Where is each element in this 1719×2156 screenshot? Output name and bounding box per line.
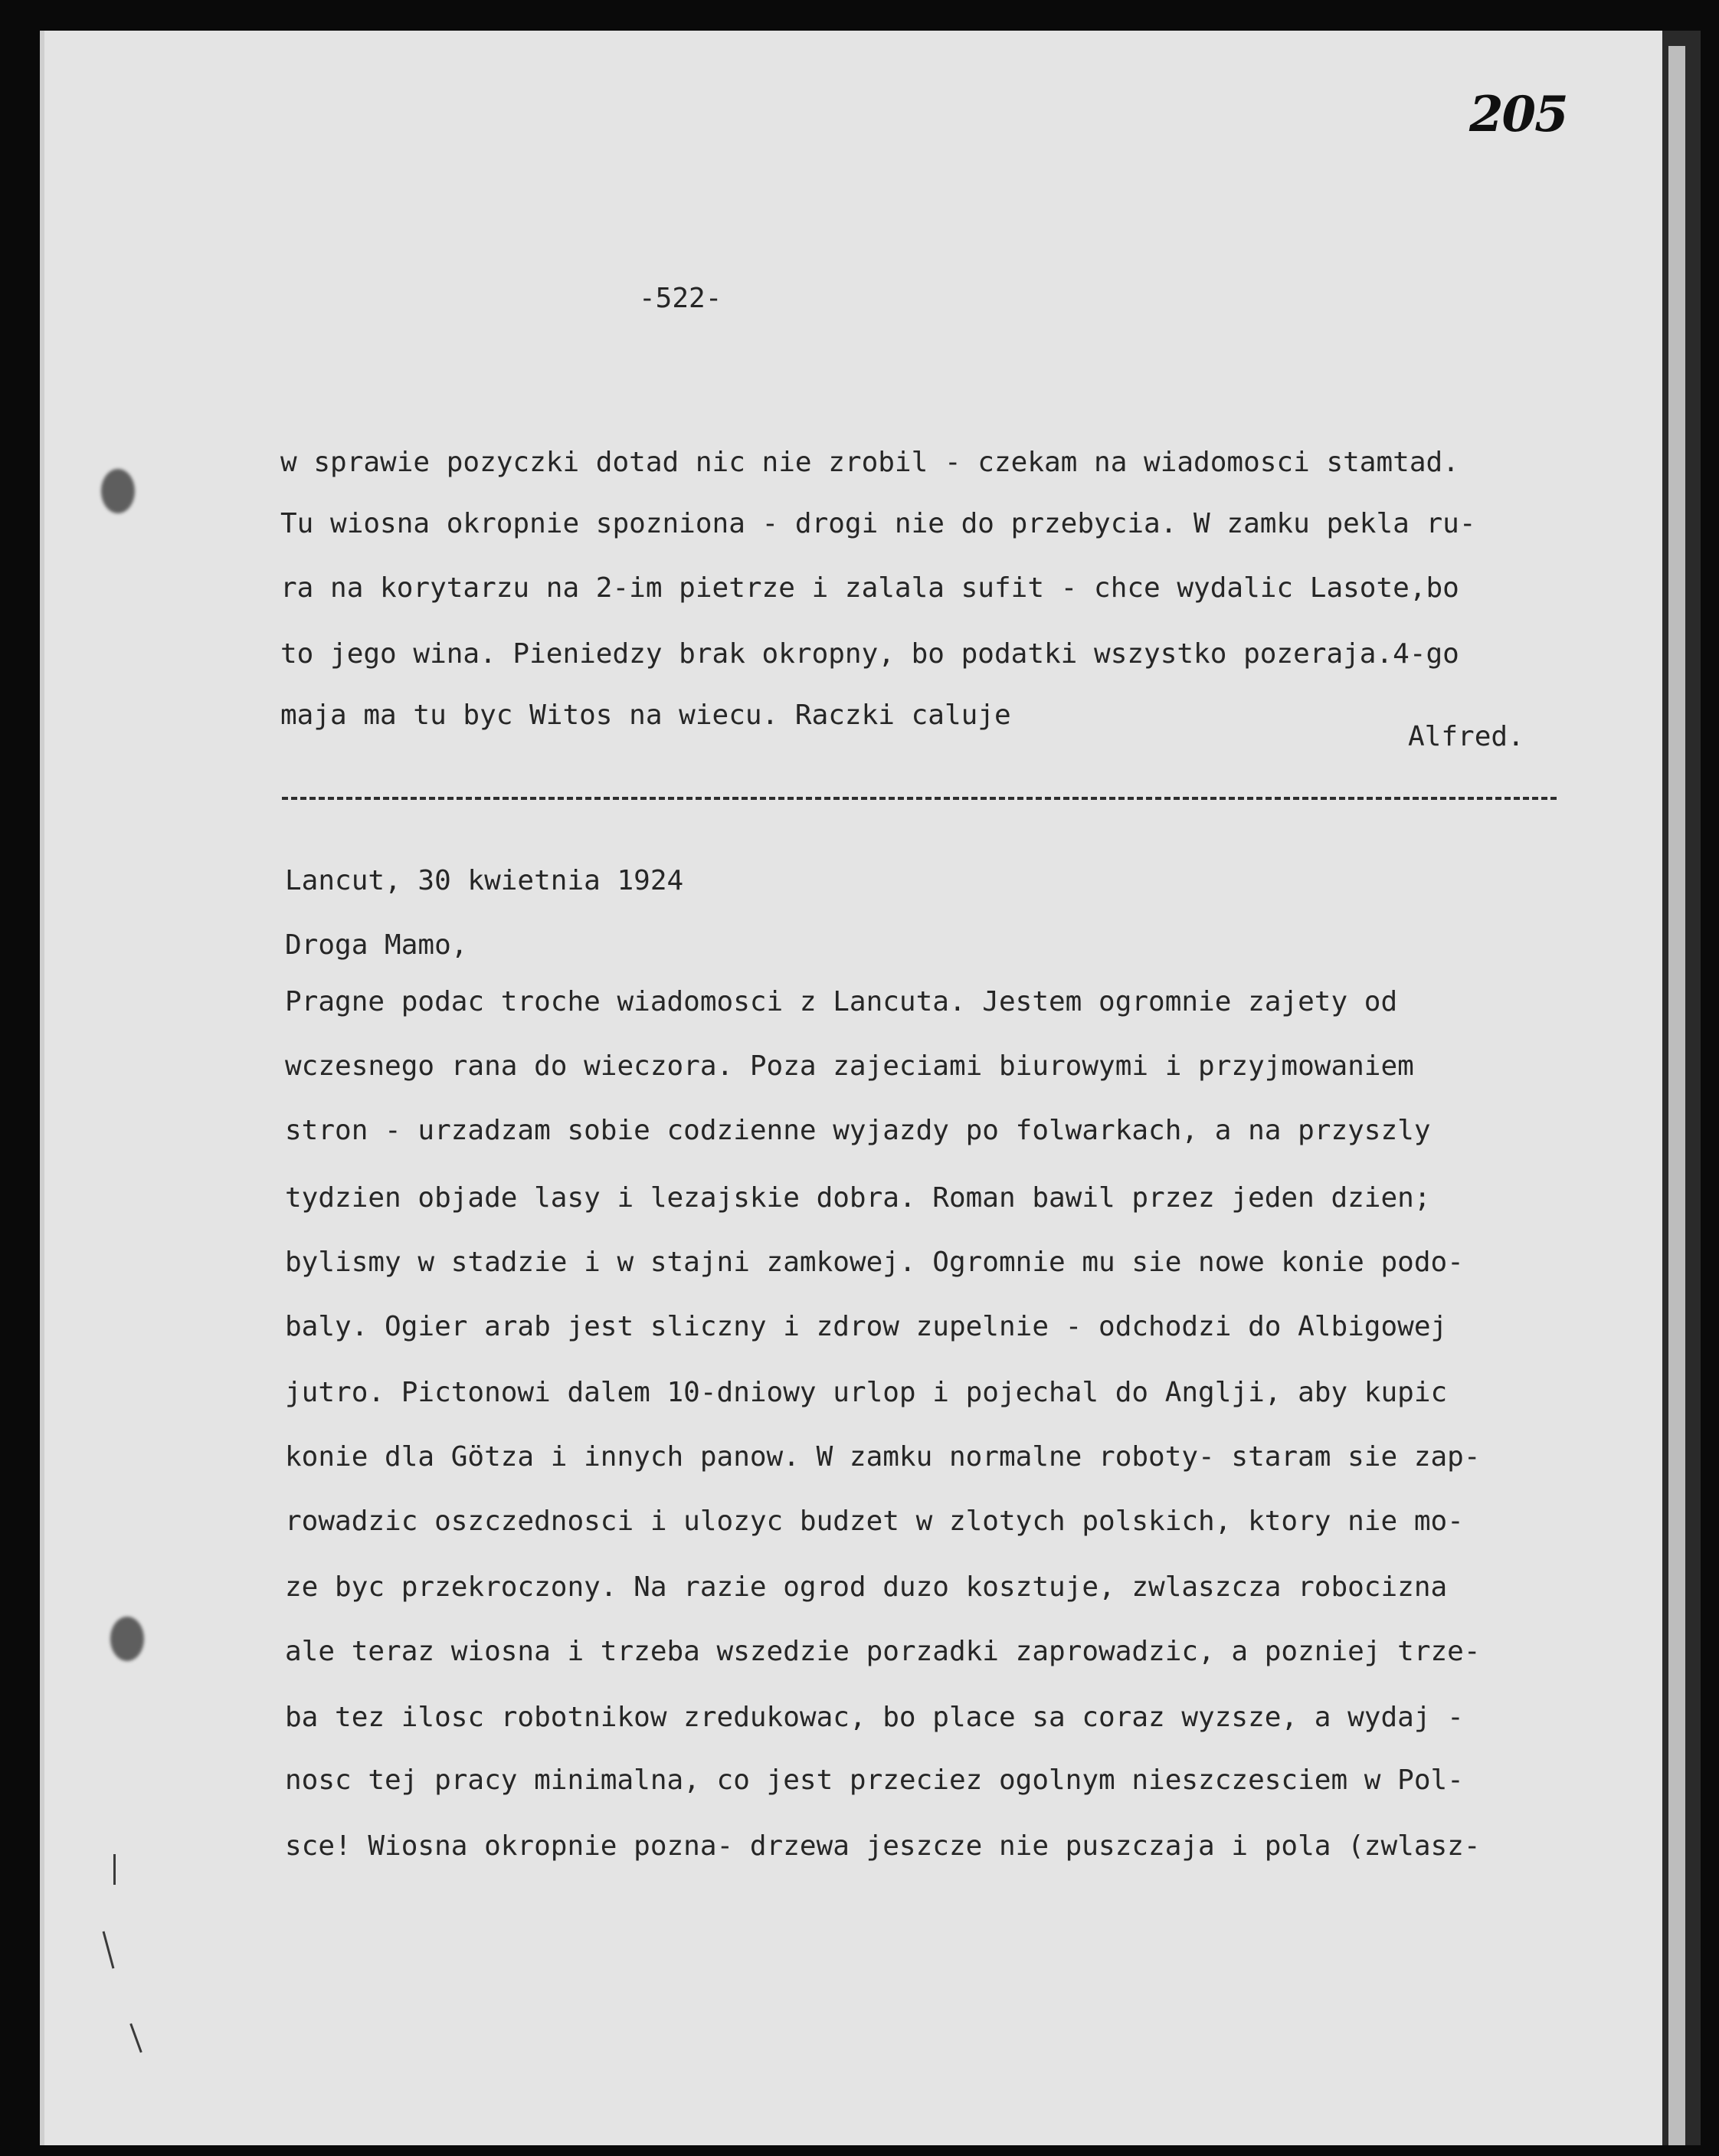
text-line: maja ma tu byc Witos na wiecu. Raczki caluje (280, 700, 1011, 731)
text-line: rowadzic oszczednosci i ulozyc budzet w zlotych polskich, ktory nie mo- (285, 1506, 1464, 1537)
text-line: ra na korytarzu na 2-im pietrze i zalala sufit - chce wydalic Lasote,bo (280, 572, 1459, 604)
text-line: stron - urzadzam sobie codzienne wyjazdy po folwarkach, a na przyszly (285, 1115, 1431, 1146)
scan-speck (113, 1854, 116, 1885)
text-line: Tu wiosna okropnie spozniona - drogi nie do przebycia. W zamku pekla ru- (280, 508, 1476, 539)
place-date: Lancut, 30 kwietnia 1924 (285, 865, 684, 896)
text-line: Pragne podac troche wiadomosci z Lancuta. Jestem ogromnie zajety od (285, 986, 1398, 1017)
text-line: w sprawie pozyczki dotad nic nie zrobil - czekam na wiadomosci stamtad. (280, 447, 1459, 478)
dashed-separator (282, 797, 1557, 800)
page-number: -522- (639, 283, 722, 314)
text-line: konie dla Götza i innych panow. W zamku normalne roboty- staram sie zap- (285, 1441, 1481, 1473)
punch-hole-bottom (110, 1617, 144, 1661)
text-line: jutro. Pictonowi dalem 10-dniowy urlop i pojechal do Anglji, aby kupic (285, 1377, 1448, 1408)
text-line: ze byc przekroczony. Na razie ogrod duzo kosztuje, zwlaszcza robocizna (285, 1571, 1448, 1603)
salutation: Droga Mamo, (285, 929, 468, 961)
text-line: bylismy w stadzie i w stajni zamkowej. Ogromnie mu sie nowe konie podo- (285, 1247, 1464, 1278)
text-line: nosc tej pracy minimalna, co jest przeciez ogolnym nieszczesciem w Pol- (285, 1764, 1464, 1796)
text-line: tydzien objade lasy i lezajskie dobra. Roman bawil przez jeden dzien; (285, 1182, 1431, 1214)
folio-number: 205 (1469, 86, 1567, 143)
text-line: ale teraz wiosna i trzeba wszedzie porzadki zaprowadzic, a pozniej trze- (285, 1636, 1481, 1667)
text-line: ba tez ilosc robotnikow zredukowac, bo place sa coraz wyzsze, a wydaj - (285, 1702, 1464, 1733)
text-line: to jego wina. Pieniedzy brak okropny, bo podatki wszystko pozeraja.4-go (280, 638, 1459, 670)
text-line: sce! Wiosna okropnie pozna- drzewa jeszcze nie puszczaja i pola (zwlasz- (285, 1830, 1481, 1862)
punch-hole-top (101, 469, 135, 513)
scan-edge-highlight (1668, 46, 1685, 2145)
text-line: wczesnego rana do wieczora. Poza zajeciami biurowymi i przyjmowaniem (285, 1050, 1414, 1082)
text-line: baly. Ogier arab jest sliczny i zdrow zupelnie - odchodzi do Albigowej (285, 1311, 1448, 1342)
signature: Alfred. (1408, 721, 1524, 752)
paper-sheet (40, 31, 1667, 2145)
